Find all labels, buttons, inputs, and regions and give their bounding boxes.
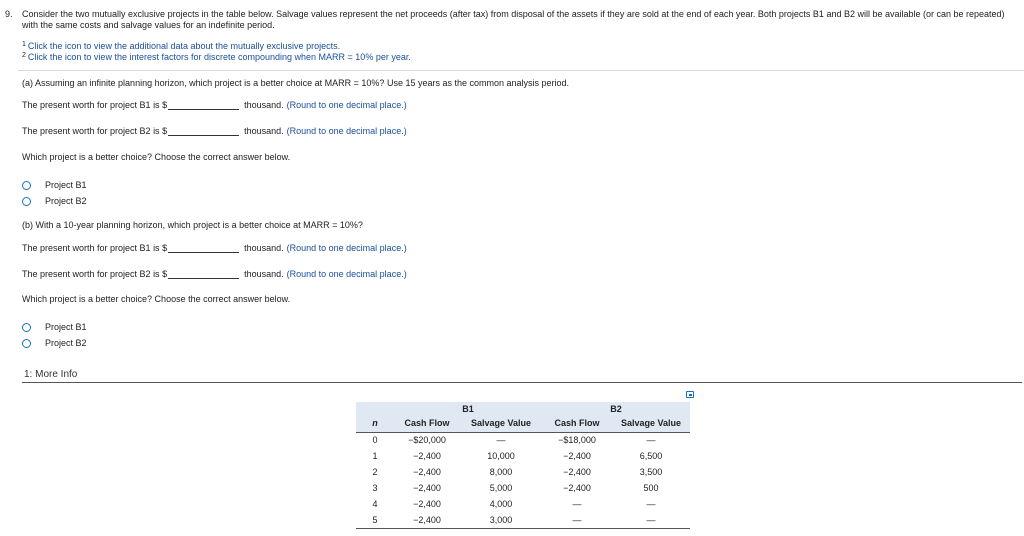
more-info-title: 1: More Info: [24, 369, 78, 380]
part-a-pw-b2-row: [22, 125, 407, 136]
radio-circle-icon[interactable]: [22, 323, 31, 332]
note2-superscript: 2: [22, 52, 26, 59]
table-row: [356, 480, 690, 496]
table-row: [356, 448, 690, 464]
cell-b2-cash-flow: −$18,000: [558, 435, 596, 446]
cell-n: 2: [372, 467, 378, 477]
part-b-pw-b1-hint: (Round to one decimal place.): [286, 243, 407, 253]
part-a-pw-b1-input[interactable]: [168, 99, 239, 110]
part-b-pw-b1-input[interactable]: [168, 242, 239, 253]
part-a-pw-b1-row: [22, 99, 407, 110]
table-row: [356, 432, 690, 448]
cell-b2-salvage: —: [646, 435, 656, 446]
part-b-prompt: (b) With a 10-year planning horizon, which project is a better choice at MARR = 10%?: [22, 220, 363, 230]
cell-b1-cash-flow: −2,400: [413, 467, 441, 477]
part-a-option-b2[interactable]: [22, 196, 87, 206]
question-number: 9.: [5, 9, 13, 19]
question-intro: Consider the two mutually exclusive projects in the table below. Salvage values represent the net proceeds (after tax) from disposal of the assets if they are sold at the end of each year. Both projects B1 and B2 will be available (or can be repeated) with the same costs and salvage values for an indefinite period.: [22, 9, 1005, 30]
note1-link[interactable]: Click the icon to view the additional data about the mutually exclusive projects.: [27, 41, 341, 51]
cell-b2-salvage: 6,500: [639, 451, 663, 461]
part-b-choice-prompt: Which project is a better choice? Choose the correct answer below.: [22, 294, 291, 304]
part-b-pw-b2-unit: thousand.: [244, 269, 284, 279]
table-group-b1: B1: [394, 402, 542, 415]
part-a-option-b2-label: Project B2: [45, 196, 87, 206]
part-b-option-b1[interactable]: [22, 322, 87, 332]
note-additional-data[interactable]: [22, 41, 340, 52]
part-b-pw-b1-row: [22, 242, 407, 253]
cell-b1-salvage: 8,000: [489, 467, 513, 477]
part-a-pw-b1-unit: thousand.: [244, 100, 284, 110]
part-a-pw-b1-label: The present worth for project B1 is $: [22, 100, 168, 110]
part-b-option-b1-label: Project B1: [45, 322, 87, 332]
cell-b1-cash-flow: −2,400: [413, 451, 441, 461]
radio-circle-icon[interactable]: [22, 197, 31, 206]
cell-b2-cash-flow: —: [572, 499, 582, 509]
col-b2-cash-flow: Cash Flow: [542, 415, 612, 432]
cell-b1-salvage: 10,000: [487, 451, 515, 461]
part-b-option-b2[interactable]: [22, 338, 87, 348]
cell-b1-cash-flow: −2,400: [394, 512, 460, 528]
part-a-pw-b2-input[interactable]: [168, 125, 239, 136]
part-a-choice-prompt: Which project is a better choice? Choose the correct answer below.: [22, 152, 291, 162]
part-b-pw-b1-unit: thousand.: [244, 243, 284, 253]
col-b1-cash-flow: Cash Flow: [394, 415, 460, 432]
part-a-option-b1[interactable]: [22, 180, 87, 190]
part-a-pw-b1-hint: (Round to one decimal place.): [286, 100, 407, 110]
cell-n: 5: [356, 512, 394, 528]
part-b-pw-b2-row: [22, 268, 407, 279]
divider: [18, 70, 1024, 71]
part-b-pw-b2-label: The present worth for project B2 is $: [22, 269, 168, 279]
table-row: [356, 512, 690, 528]
col-b2-salvage-value: Salvage Value: [612, 415, 690, 432]
cell-b2-cash-flow: −2,400: [563, 467, 591, 477]
radio-circle-icon[interactable]: [22, 339, 31, 348]
cell-n: 0: [372, 435, 378, 446]
cell-b1-cash-flow: −2,400: [413, 499, 441, 509]
note2-link[interactable]: Click the icon to view the interest factors for discrete compounding when MARR = 10% per year.: [27, 52, 411, 62]
cell-b2-salvage: 500: [643, 483, 659, 493]
cell-n: 3: [372, 483, 378, 493]
part-b-pw-b1-label: The present worth for project B1 is $: [22, 243, 168, 253]
copy-data-icon[interactable]: [686, 391, 694, 398]
table-row: [356, 464, 690, 480]
cell-b2-cash-flow: —: [542, 512, 612, 528]
part-b-pw-b2-hint: (Round to one decimal place.): [286, 269, 407, 279]
table-group-b2: B2: [542, 402, 690, 415]
note1-superscript: 1: [22, 41, 26, 48]
projects-data-table: [356, 402, 690, 529]
cell-b2-cash-flow: −2,400: [563, 451, 591, 461]
part-b-option-b2-label: Project B2: [45, 338, 87, 348]
part-b-pw-b2-input[interactable]: [168, 268, 239, 279]
cell-b1-salvage: 4,000: [489, 499, 513, 509]
cell-b2-salvage: —: [646, 499, 656, 509]
cell-b2-salvage: 3,500: [639, 467, 663, 477]
cell-b1-salvage: 5,000: [489, 483, 513, 493]
cell-b1-cash-flow: −$20,000: [408, 435, 446, 446]
col-n: n: [356, 415, 394, 432]
cell-b1-salvage: 3,000: [460, 512, 542, 528]
part-a-option-b1-label: Project B1: [45, 180, 87, 190]
col-b1-salvage-value: Salvage Value: [460, 415, 542, 432]
more-info-divider: [22, 382, 1022, 383]
part-a-pw-b2-hint: (Round to one decimal place.): [286, 126, 407, 136]
table-group-blank: [356, 402, 394, 415]
note-interest-factors[interactable]: [22, 52, 411, 63]
radio-circle-icon[interactable]: [22, 181, 31, 190]
cell-n: 4: [372, 499, 378, 509]
part-a-pw-b2-label: The present worth for project B2 is $: [22, 126, 168, 136]
table-row: [356, 496, 690, 512]
cell-b1-salvage: —: [496, 435, 506, 446]
part-a-prompt: (a) Assuming an infinite planning horizon, which project is a better choice at MARR = 10%? Use 15 years as the common analysis period.: [22, 78, 570, 88]
cell-b2-cash-flow: −2,400: [563, 483, 591, 493]
part-a-pw-b2-unit: thousand.: [244, 126, 284, 136]
cell-b2-salvage: —: [612, 512, 690, 528]
cell-n: 1: [372, 451, 378, 461]
cell-b1-cash-flow: −2,400: [413, 483, 441, 493]
